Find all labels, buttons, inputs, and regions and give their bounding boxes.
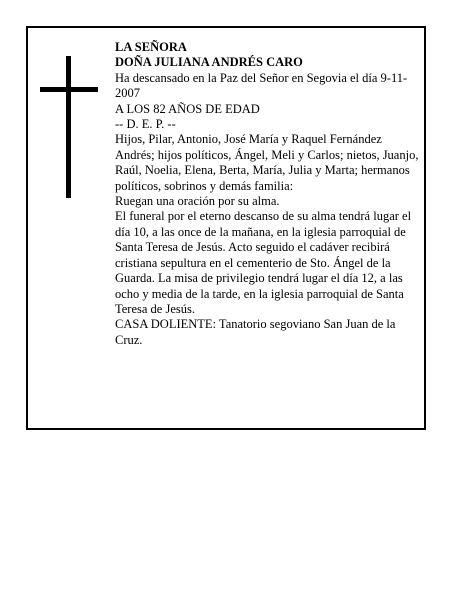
death-announcement: Ha descansado en la Paz del Señor en Segovia el día 9-11-2007 [115,70,408,101]
funeral-details: El funeral por el eterno descanso de su alma tendrá lugar el día 10, a las once de la mañana, en la iglesia parroquial de Santa Teresa de Jesús. Acto seguido el cadáver recibirá cristiana sepultura en el cementerio de Sto. Ángel de la Guarda. La misa de privilegio tendrá lugar el día 12, a las ocho y media de la tarde, en la iglesia parroquial de Santa Teresa de Jesús. [115,209,412,316]
cross-vertical-bar [66,56,71,198]
obituary-notice [26,26,426,430]
cross-horizontal-bar [40,87,98,92]
deceased-title: LA SEÑORA [115,40,187,54]
age-line: A LOS 82 AÑOS DE EDAD [115,101,260,116]
prayer-request: Ruegan una oración por su alma. [115,194,280,209]
mourning-house: CASA DOLIENTE: Tanatorio segoviano San Juan de la Cruz. [115,317,396,347]
deceased-name: DOÑA JULIANA ANDRÉS CARO [115,55,303,70]
notice-text [115,40,419,348]
family-list: Hijos, Pilar, Antonio, José María y Raquel Fernández Andrés; hijos políticos, Ángel, Meli y Carlos; nietos, Juanjo, Raúl, Noelia, Elena, Berta, María, Julia y Marta; hermanos políticos, sobrinos y demás familia: [115,132,419,193]
cross-icon [40,56,98,198]
rest-in-peace-line: -- D. E. P. -- [115,117,176,132]
